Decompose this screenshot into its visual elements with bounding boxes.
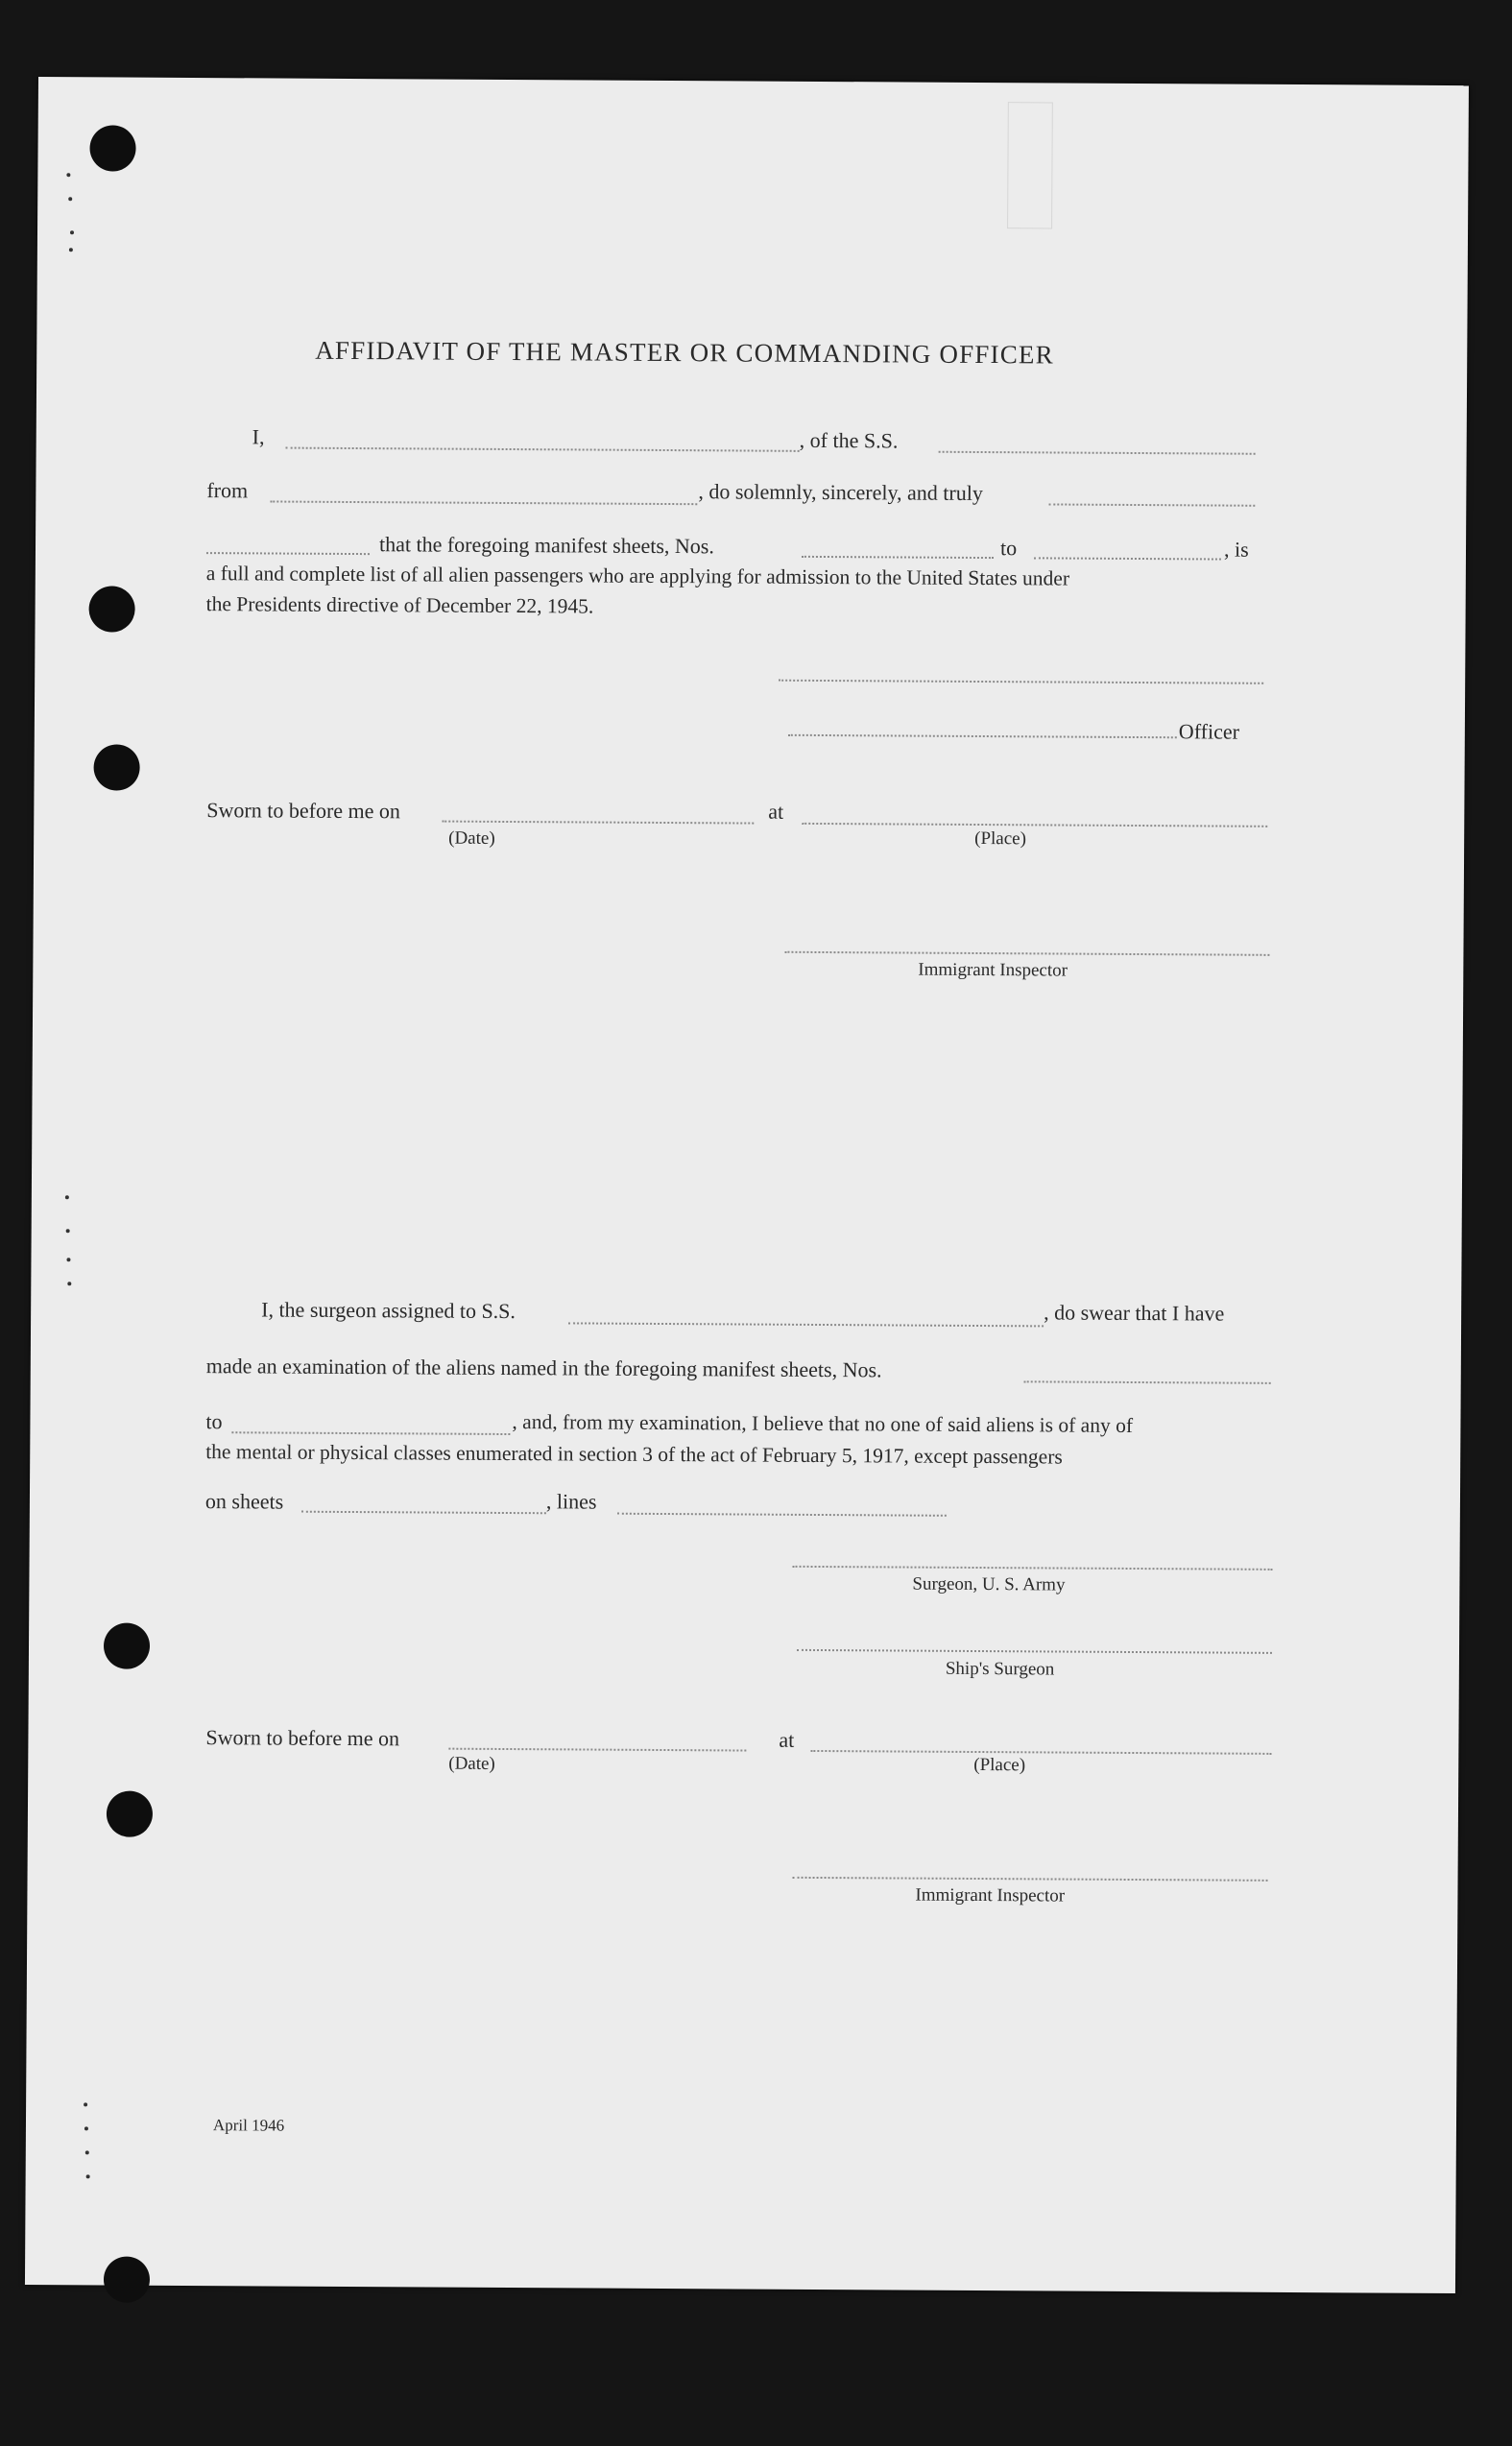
edge-speck xyxy=(70,230,74,234)
date-caption: (Date) xyxy=(448,1753,495,1774)
sworn-label: Sworn to before me on xyxy=(205,1725,400,1751)
edge-speck xyxy=(86,2174,90,2178)
edge-speck xyxy=(69,248,73,252)
date-caption: (Date) xyxy=(448,827,495,849)
edge-speck xyxy=(66,1258,70,1261)
army-surgeon-label: Surgeon, U. S. Army xyxy=(912,1573,1066,1595)
inspector-label: Immigrant Inspector xyxy=(918,959,1068,981)
sworn-at: at xyxy=(779,1727,795,1752)
inspector-label: Immigrant Inspector xyxy=(915,1884,1066,1906)
master-signature-blank[interactable] xyxy=(779,680,1263,684)
surgeon-text: to xyxy=(205,1409,223,1434)
surgeon-text: , lines xyxy=(545,1489,597,1514)
master-text: , is xyxy=(1223,537,1249,562)
punch-hole xyxy=(93,744,139,790)
master-text: a full and complete list of all alien passengers who are applying for admission to the United States under xyxy=(205,562,1070,590)
master-text: , do solemnly, sincerely, and truly xyxy=(698,479,983,506)
edge-speck xyxy=(66,173,70,177)
punch-hole xyxy=(89,125,135,171)
punch-hole xyxy=(88,586,134,632)
officer-label: Officer xyxy=(1178,719,1240,744)
punch-hole xyxy=(107,1790,153,1836)
ships-surgeon-label: Ship's Surgeon xyxy=(945,1658,1055,1680)
punch-hole xyxy=(104,2256,150,2302)
surgeon-text: I, the surgeon assigned to S.S. xyxy=(261,1297,516,1324)
sworn-at: at xyxy=(768,799,784,824)
ship-name-blank[interactable] xyxy=(939,451,1256,455)
sheets-to-blank[interactable] xyxy=(1034,557,1221,560)
sworn-place-blank[interactable] xyxy=(810,1750,1271,1755)
place-caption: (Place) xyxy=(974,827,1027,850)
except-sheets-blank[interactable] xyxy=(301,1511,546,1515)
oath-word-blank-1[interactable] xyxy=(1048,503,1255,506)
surgeon-sheets-to-blank[interactable] xyxy=(231,1431,510,1435)
ships-surgeon-signature-blank[interactable] xyxy=(797,1649,1272,1654)
except-lines-blank[interactable] xyxy=(617,1513,947,1517)
sheets-from-blank[interactable] xyxy=(802,556,994,559)
surgeon-text: made an examination of the aliens named in the foregoing manifest sheets, Nos. xyxy=(205,1354,882,1382)
inspector-signature-blank[interactable] xyxy=(784,951,1269,956)
from-port-blank[interactable] xyxy=(270,500,697,505)
edge-speck xyxy=(68,197,72,201)
form-revision-date: April 1946 xyxy=(212,2116,285,2135)
surgeon-text: the mental or physical classes enumerated in section 3 of the act of February 5, 1917, except passengers xyxy=(205,1440,1063,1469)
oath-word-blank-2[interactable] xyxy=(206,552,370,555)
surgeon-ship-blank[interactable] xyxy=(568,1322,1044,1327)
sworn-place-blank[interactable] xyxy=(802,823,1267,827)
surgeon-text: on sheets xyxy=(204,1489,284,1514)
officer-signature-blank[interactable] xyxy=(788,734,1177,738)
form-page xyxy=(25,77,1469,2293)
master-text: that the foregoing manifest sheets, Nos. xyxy=(378,532,714,559)
master-text: the Presidents directive of December 22, 1945. xyxy=(205,592,594,618)
sworn-label: Sworn to before me on xyxy=(206,798,401,824)
master-text: from xyxy=(206,478,249,503)
bleed-through-mark xyxy=(1007,102,1053,228)
inspector-signature-blank[interactable] xyxy=(793,1877,1268,1882)
sworn-date-blank[interactable] xyxy=(442,821,754,825)
edge-speck xyxy=(84,2102,87,2106)
master-text: , of the S.S. xyxy=(799,427,899,453)
master-name-blank[interactable] xyxy=(286,447,800,452)
surgeon-text: , do swear that I have xyxy=(1044,1300,1225,1326)
edge-speck xyxy=(85,2150,89,2154)
punch-hole xyxy=(104,1622,150,1668)
army-surgeon-signature-blank[interactable] xyxy=(793,1566,1273,1571)
edge-speck xyxy=(66,1229,70,1233)
edge-speck xyxy=(67,1282,71,1285)
master-text: I, xyxy=(252,424,265,449)
surgeon-sheets-from-blank[interactable] xyxy=(1024,1380,1271,1384)
edge-speck xyxy=(84,2126,88,2130)
place-caption: (Place) xyxy=(973,1754,1026,1776)
form-title: AFFIDAVIT OF THE MASTER OR COMMANDING OFFICER xyxy=(315,335,1054,370)
surgeon-text: , and, from my examination, I believe that no one of said aliens is of any of xyxy=(512,1410,1134,1437)
edge-speck xyxy=(65,1195,69,1199)
master-text: to xyxy=(999,536,1018,561)
